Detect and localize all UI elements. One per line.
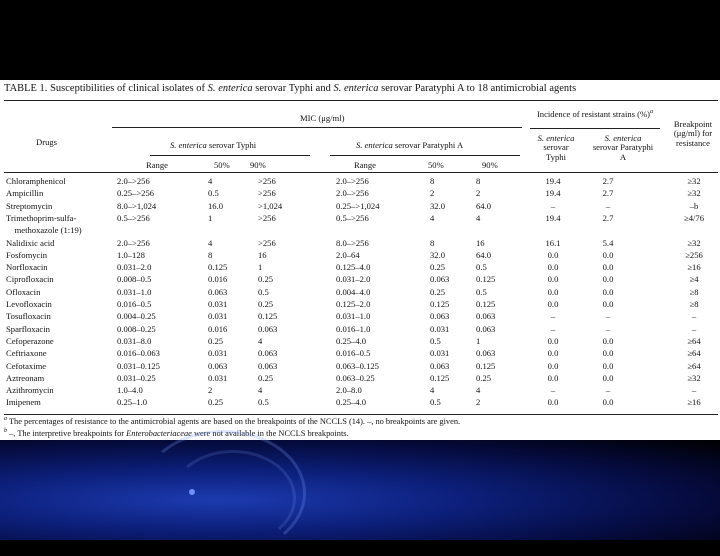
cell-paratyphi-50: 0.063: [430, 360, 450, 371]
caption-middle: serovar Typhi and: [252, 83, 334, 94]
cell-breakpoint: –: [691, 323, 697, 334]
header-paratyphi-range: Range: [354, 160, 376, 170]
cell-paratyphi-50: 0.25: [430, 286, 446, 297]
cell-drug: methoxazole (1:19): [6, 225, 82, 236]
slide-top-band: [0, 0, 720, 80]
cell-incidence-paratyphi: 0.0: [602, 397, 614, 408]
cell-paratyphi-range: 0.25–4.0: [336, 397, 367, 408]
table-row: [0, 311, 720, 322]
table-row: [0, 336, 720, 347]
cell-paratyphi-range: 0.125–4.0: [336, 262, 371, 273]
cell-typhi-range: 2.0–>256: [117, 237, 150, 248]
header-breakpoint: Breakpoint (μg/ml) for resistance: [673, 119, 713, 148]
table-row: [0, 397, 720, 408]
cell-drug: Nalidixic acid: [6, 237, 55, 248]
cell-typhi-50: 0.031: [208, 311, 228, 322]
cell-drug: Streptomycin: [6, 200, 53, 211]
cell-breakpoint: –b: [689, 200, 699, 211]
header-inc-paratyphi: [588, 134, 658, 162]
cell-drug: Levofloxacin: [6, 299, 52, 309]
cell-drug: Aztreonam: [6, 372, 45, 383]
cell-incidence-paratyphi: 5.4: [602, 237, 614, 248]
cell-paratyphi-50: 0.5: [430, 335, 441, 346]
cell-paratyphi-90: 0.125: [476, 360, 496, 371]
cell-typhi-50: 8: [208, 249, 213, 260]
inc-paratyphi-organism: S. enterica: [604, 133, 642, 143]
cell-incidence-typhi: 19.4: [545, 176, 561, 186]
cell-paratyphi-50: 32.0: [430, 200, 446, 211]
cell-paratyphi-range: 0.25–4.0: [336, 335, 367, 346]
cell-incidence-paratyphi: –: [605, 200, 611, 211]
cell-typhi-90: 0.25: [258, 274, 274, 285]
cell-incidence-paratyphi: 0.0: [602, 335, 614, 346]
cell-breakpoint: ≥8: [689, 286, 699, 297]
cell-typhi-90: >256: [258, 188, 276, 199]
background-dot: [189, 489, 195, 495]
background-swirl-inner: [170, 450, 296, 546]
incidence-rule: [530, 128, 660, 129]
typhi-group-organism: S. enterica: [170, 140, 207, 150]
table-page: [0, 80, 720, 442]
typhi-group-rest: serovar Typhi: [206, 140, 257, 150]
cell-paratyphi-range: 2.0–64: [336, 249, 360, 260]
cell-typhi-50: 2: [208, 385, 213, 396]
cell-incidence-typhi: –: [550, 311, 556, 322]
cell-typhi-90: 4: [258, 385, 263, 396]
cell-typhi-50: 0.016: [208, 323, 228, 334]
cell-paratyphi-50: 4: [430, 385, 435, 396]
cell-breakpoint: ≥4: [689, 274, 699, 285]
cell-incidence-typhi: 0.0: [547, 348, 559, 359]
header-paratyphi-group: [356, 141, 463, 150]
cell-paratyphi-50: 8: [430, 237, 435, 248]
cell-paratyphi-90: 0.063: [476, 323, 496, 334]
cell-breakpoint: ≥32: [687, 176, 701, 186]
cell-paratyphi-range: 0.063–0.125: [336, 360, 379, 371]
cell-typhi-90: 0.063: [258, 360, 278, 371]
cell-typhi-50: 0.031: [208, 372, 228, 383]
cell-paratyphi-50: 4: [430, 212, 435, 223]
cell-paratyphi-50: 2: [430, 188, 435, 199]
paratyphi-group-rest: serovar Paratyphi A: [392, 140, 464, 150]
footnote-b-text-post: were not available in the NCCLS breakpoints.: [191, 428, 349, 438]
cell-typhi-50: 0.063: [208, 286, 228, 297]
cell-drug: Chloramphenicol: [6, 176, 66, 186]
table-row: [0, 274, 720, 285]
footnote-b: [4, 428, 349, 438]
cell-incidence-typhi: 0.0: [547, 299, 559, 309]
cell-typhi-90: >1,024: [258, 200, 283, 211]
cell-typhi-range: 0.016–0.063: [117, 348, 160, 359]
cell-typhi-range: 2.0–>256: [117, 176, 150, 186]
cell-drug: Ciprofloxacin: [6, 274, 54, 285]
cell-drug: Tosufloxacin: [6, 311, 51, 322]
header-drugs: Drugs: [36, 137, 58, 147]
cell-paratyphi-90: 0.25: [476, 372, 492, 383]
header-typhi-range: Range: [146, 160, 168, 170]
cell-breakpoint: ≥64: [687, 335, 701, 346]
table-row: [0, 238, 720, 249]
cell-typhi-90: 0.5: [258, 397, 269, 408]
inc-typhi-rest: serovar Typhi: [543, 142, 569, 162]
table-row: [0, 299, 720, 310]
cell-incidence-paratyphi: 0.0: [602, 372, 614, 383]
cell-typhi-50: 0.125: [208, 262, 228, 273]
cell-typhi-50: 0.25: [208, 335, 224, 346]
cell-typhi-90: >256: [258, 176, 276, 186]
cell-paratyphi-90: 0.125: [476, 274, 496, 285]
footnote-a-mark: a: [4, 416, 7, 422]
cell-typhi-90: 0.25: [258, 372, 274, 383]
cell-typhi-90: >256: [258, 212, 276, 223]
cell-typhi-50: 1: [208, 212, 213, 223]
cell-typhi-90: >256: [258, 237, 276, 248]
cell-typhi-50: 4: [208, 176, 213, 186]
cell-breakpoint: ≥64: [687, 360, 701, 371]
cell-paratyphi-90: 64.0: [476, 249, 492, 260]
cell-typhi-50: 0.5: [208, 188, 219, 199]
cell-paratyphi-range: 0.25–>1,024: [336, 200, 380, 211]
cell-typhi-90: 0.125: [258, 311, 278, 322]
cell-typhi-range: 0.031–0.125: [117, 360, 160, 371]
cell-drug: Fosfomycin: [6, 249, 48, 260]
mic-rule: [112, 127, 522, 128]
cell-typhi-range: 0.5–>256: [117, 212, 150, 223]
cell-paratyphi-90: 1: [476, 335, 481, 346]
cell-incidence-paratyphi: –: [605, 323, 611, 334]
paratyphi-group-rule: [330, 155, 520, 156]
inc-paratyphi-rest: serovar Paratyphi A: [592, 142, 654, 162]
header-paratyphi-90: 90%: [482, 160, 498, 170]
table-row: [0, 287, 720, 298]
footnote-a-text: The percentages of resistance to the antimicrobial agents are based on the breakpoints of the NCCLS (14). –, no breakpoints are given.: [7, 416, 461, 426]
cell-paratyphi-50: 32.0: [430, 249, 446, 260]
cell-paratyphi-range: 8.0–>256: [336, 237, 369, 248]
cell-typhi-50: 0.25: [208, 397, 224, 408]
cell-paratyphi-90: 0.063: [476, 348, 496, 359]
cell-typhi-50: 0.063: [208, 360, 228, 371]
cell-typhi-50: 16.0: [208, 200, 224, 211]
header-mic: MIC (μg/ml): [300, 113, 345, 123]
cell-paratyphi-90: 2: [476, 188, 481, 199]
cell-typhi-range: 0.031–1.0: [117, 286, 152, 297]
cell-drug: Ampicillin: [6, 188, 44, 199]
cell-incidence-typhi: –: [550, 385, 556, 396]
cell-incidence-paratyphi: 0.0: [602, 348, 614, 359]
slide-bottom-band: [0, 440, 720, 540]
cell-incidence-typhi: –: [550, 200, 556, 211]
cell-incidence-paratyphi: –: [605, 385, 611, 396]
cell-typhi-range: 0.004–0.25: [117, 311, 156, 322]
cell-typhi-range: 1.0–128: [117, 249, 145, 260]
cell-incidence-paratyphi: 0.0: [602, 286, 614, 297]
cell-incidence-typhi: 19.4: [545, 212, 561, 223]
cell-paratyphi-50: 0.031: [430, 348, 450, 359]
table-caption: [4, 83, 718, 94]
cell-typhi-90: 1: [258, 262, 263, 273]
cell-typhi-90: 16: [258, 249, 267, 260]
cell-typhi-range: 0.031–8.0: [117, 335, 152, 346]
table-bottom-rule: [4, 414, 718, 415]
cell-typhi-90: 0.063: [258, 323, 278, 334]
header-paratyphi-50: 50%: [428, 160, 444, 170]
footnote-b-organism: Enterobacteriaceae: [126, 428, 192, 438]
cell-breakpoint: ≥32: [687, 188, 701, 199]
caption-organism-2: S. enterica: [333, 83, 379, 94]
cell-typhi-90: 0.5: [258, 286, 269, 297]
cell-incidence-typhi: 0.0: [547, 286, 559, 297]
cell-paratyphi-50: 8: [430, 176, 435, 186]
cell-breakpoint: ≥256: [685, 249, 703, 260]
cell-incidence-paratyphi: 0.0: [602, 249, 614, 260]
cell-typhi-range: 0.25–1.0: [117, 397, 148, 408]
cell-typhi-50: 4: [208, 237, 213, 248]
table-row: [0, 225, 720, 236]
cell-incidence-paratyphi: 0.0: [602, 360, 614, 371]
header-incidence: [530, 108, 660, 119]
table-row: [0, 188, 720, 199]
cell-typhi-range: 0.008–0.5: [117, 274, 152, 285]
footnote-b-text-pre: –, The interpretive breakpoints for: [7, 428, 127, 438]
cell-drug: Ceftriaxone: [6, 348, 47, 359]
cell-drug: Ofloxacin: [6, 286, 41, 297]
cell-breakpoint: ≥4/76: [684, 212, 704, 223]
table-row: [0, 176, 720, 187]
cell-paratyphi-50: 0.5: [430, 397, 441, 408]
cell-drug: Cefotaxime: [6, 360, 47, 371]
incidence-label: Incidence of resistant strains (%): [536, 108, 651, 119]
table-row: [0, 213, 720, 224]
typhi-group-rule: [150, 155, 310, 156]
cell-typhi-50: 0.031: [208, 299, 228, 309]
cell-incidence-paratyphi: 0.0: [602, 262, 614, 273]
cell-paratyphi-range: 0.031–1.0: [336, 311, 371, 322]
cell-typhi-50: 0.016: [208, 274, 228, 285]
cell-paratyphi-50: 0.25: [430, 262, 446, 273]
cell-breakpoint: ≥16: [687, 262, 701, 273]
cell-paratyphi-range: 2.0–>256: [336, 188, 369, 199]
cell-paratyphi-90: 0.5: [476, 286, 487, 297]
cell-paratyphi-90: 0.125: [476, 299, 496, 309]
cell-incidence-typhi: 0.0: [547, 360, 559, 371]
cell-drug: Imipenem: [6, 397, 41, 408]
cell-incidence-typhi: 0.0: [547, 274, 559, 285]
cell-typhi-range: 0.016–0.5: [117, 299, 152, 309]
caption-suffix: serovar Paratyphi A to 18 antimicrobial agents: [378, 83, 577, 94]
cell-incidence-paratyphi: 0.0: [602, 299, 614, 309]
header-typhi-50: 50%: [214, 160, 230, 170]
paratyphi-group-organism: S. enterica: [356, 140, 393, 150]
cell-paratyphi-range: 0.5–>256: [336, 212, 369, 223]
cell-breakpoint: ≥8: [689, 299, 699, 309]
caption-prefix: TABLE 1. Susceptibilities of clinical isolates of: [4, 83, 208, 94]
table-top-rule: [4, 100, 718, 101]
cell-breakpoint: ≥64: [687, 348, 701, 359]
cell-paratyphi-50: 0.063: [430, 311, 450, 322]
cell-paratyphi-range: 2.0–>256: [336, 176, 369, 186]
cell-typhi-range: 1.0–4.0: [117, 385, 143, 396]
cell-incidence-typhi: 0.0: [547, 249, 559, 260]
cell-paratyphi-range: 0.063–0.25: [336, 372, 375, 383]
cell-breakpoint: ≥32: [687, 237, 701, 248]
cell-typhi-range: 0.031–2.0: [117, 262, 152, 273]
cell-typhi-50: 0.031: [208, 348, 228, 359]
cell-paratyphi-range: 0.016–0.5: [336, 348, 371, 359]
cell-drug: Azithromycin: [6, 385, 54, 396]
table-row: [0, 201, 720, 212]
cell-typhi-range: 0.008–0.25: [117, 323, 156, 334]
caption-organism-1: S. enterica: [207, 83, 253, 94]
cell-incidence-typhi: 0.0: [547, 262, 559, 273]
cell-typhi-90: 0.063: [258, 348, 278, 359]
cell-paratyphi-90: 8: [476, 176, 481, 186]
cell-paratyphi-90: 16: [476, 237, 485, 248]
cell-typhi-range: 8.0–>1,024: [117, 200, 157, 211]
table-row: [0, 262, 720, 273]
cell-paratyphi-range: 0.031–2.0: [336, 274, 371, 285]
cell-paratyphi-90: 4: [476, 212, 481, 223]
cell-incidence-typhi: 16.1: [545, 237, 561, 248]
cell-incidence-paratyphi: 0.0: [602, 274, 614, 285]
header-inc-typhi: [530, 134, 582, 162]
table-row: [0, 361, 720, 372]
table-row: [0, 348, 720, 359]
cell-incidence-typhi: 19.4: [545, 188, 561, 199]
header-typhi-90: 90%: [250, 160, 266, 170]
cell-incidence-paratyphi: 2.7: [602, 212, 614, 223]
table-row: [0, 250, 720, 261]
table-row: [0, 385, 720, 396]
cell-paratyphi-90: 64.0: [476, 200, 492, 211]
cell-paratyphi-range: 0.016–1.0: [336, 323, 371, 334]
header-typhi-group: [170, 141, 256, 150]
cell-breakpoint: ≥32: [687, 372, 701, 383]
cell-incidence-paratyphi: 2.7: [602, 188, 614, 199]
cell-paratyphi-90: 0.5: [476, 262, 487, 273]
cell-paratyphi-range: 2.0–8.0: [336, 385, 362, 396]
cell-typhi-90: 4: [258, 335, 263, 346]
cell-typhi-90: 0.25: [258, 299, 274, 309]
cell-drug: Sparfloxacin: [6, 323, 50, 334]
footnote-a: [4, 416, 460, 426]
cell-paratyphi-range: 0.125–2.0: [336, 299, 371, 309]
cell-incidence-typhi: 0.0: [547, 397, 559, 408]
cell-incidence-typhi: –: [550, 323, 556, 334]
cell-breakpoint: –: [691, 385, 697, 396]
cell-breakpoint: ≥16: [687, 397, 701, 408]
cell-paratyphi-50: 0.125: [430, 299, 450, 309]
inc-typhi-organism: S. enterica: [537, 133, 575, 143]
header-bottom-rule: [4, 172, 718, 173]
cell-paratyphi-50: 0.125: [430, 372, 450, 383]
cell-incidence-typhi: 0.0: [547, 372, 559, 383]
footnote-b-mark: b: [4, 428, 7, 434]
cell-paratyphi-90: 4: [476, 385, 481, 396]
cell-paratyphi-90: 2: [476, 397, 481, 408]
cell-paratyphi-range: 0.004–4.0: [336, 286, 371, 297]
table-row: [0, 324, 720, 335]
cell-paratyphi-50: 0.063: [430, 274, 450, 285]
cell-incidence-paratyphi: 2.7: [602, 176, 614, 186]
cell-paratyphi-90: 0.063: [476, 311, 496, 322]
cell-drug: Cefoperazone: [6, 335, 54, 346]
cell-drug: Norfloxacin: [6, 262, 48, 273]
cell-paratyphi-50: 0.031: [430, 323, 450, 334]
cell-drug: Trimethoprim-sulfa-: [6, 212, 77, 223]
cell-incidence-typhi: 0.0: [547, 335, 559, 346]
cell-incidence-paratyphi: –: [605, 311, 611, 322]
cell-typhi-range: 0.031–0.25: [117, 372, 156, 383]
table-row: [0, 373, 720, 384]
cell-breakpoint: –: [691, 311, 697, 322]
incidence-footnote-mark: a: [650, 109, 654, 115]
cell-typhi-range: 0.25–>256: [117, 188, 155, 199]
